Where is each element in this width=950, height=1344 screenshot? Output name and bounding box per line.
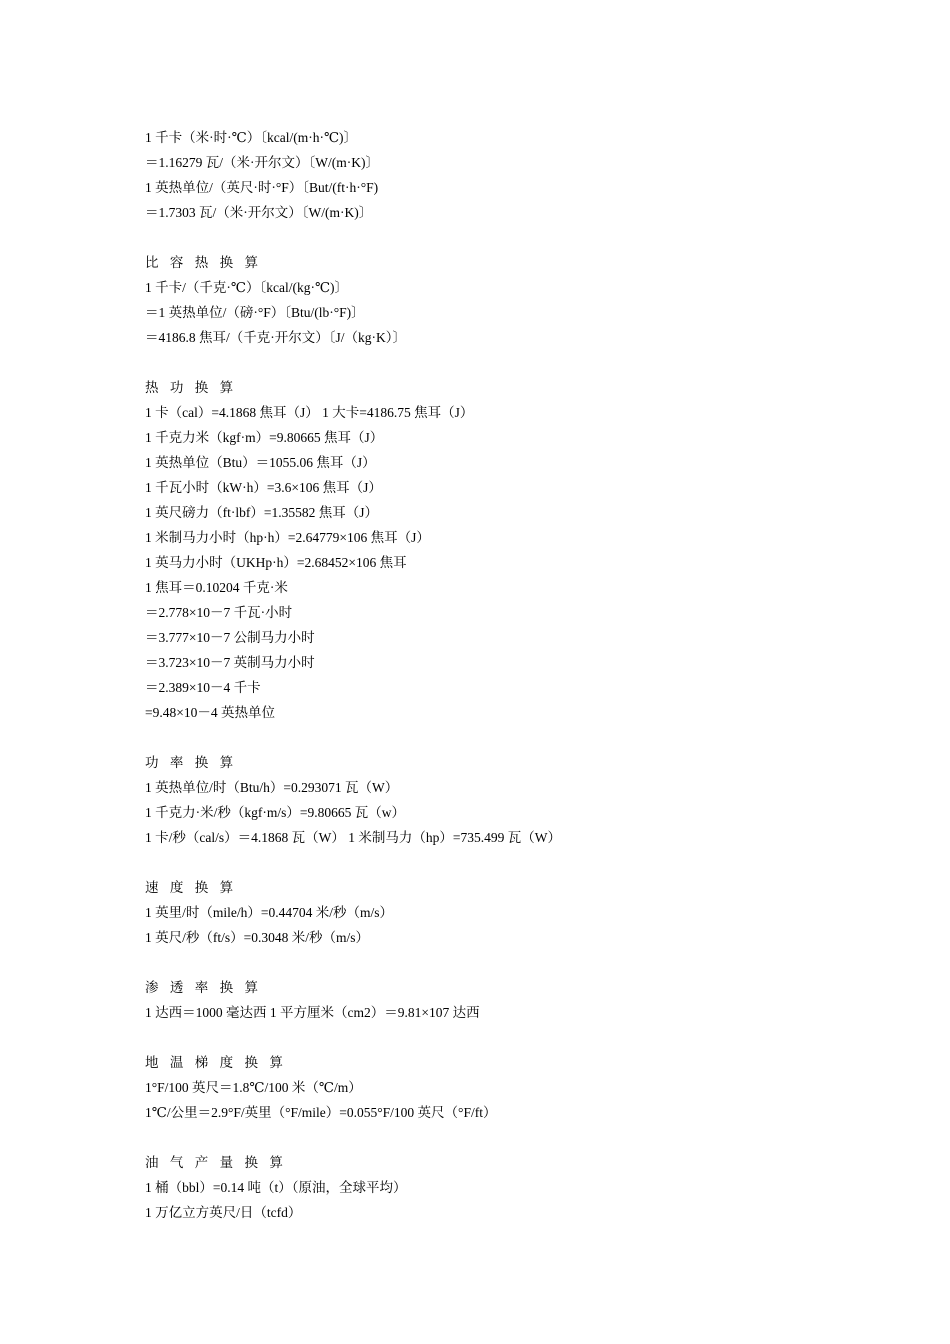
text-line: 1℃/公里＝2.9°F/英里（°F/mile）=0.055°F/100 英尺（°F/ft） xyxy=(145,1105,497,1120)
text-line: ＝4186.8 焦耳/（千克·开尔文）〔J/（kg·K）〕 xyxy=(145,330,406,345)
text-line: ＝1 英热单位/（磅·°F）〔Btu/(lb·°F)〕 xyxy=(145,305,365,320)
section-thermal-conductivity xyxy=(145,125,905,225)
text-line: 1 卡（cal）=4.1868 焦耳（J） 1 大卡=4186.75 焦耳（J） xyxy=(145,405,474,420)
section-gap xyxy=(145,725,905,750)
section-gap xyxy=(145,1125,905,1150)
text-line: 1 英尺磅力（ft·lbf）=1.35582 焦耳（J） xyxy=(145,505,378,520)
text-line: 1 千瓦小时（kW·h）=3.6×106 焦耳（J） xyxy=(145,480,382,495)
text-line: ＝2.778×10－7 千瓦·小时 xyxy=(145,605,293,620)
text-line: 1 英马力小时（UKHp·h）=2.68452×106 焦耳 xyxy=(145,555,407,570)
text-line: 1 英里/时（mile/h）=0.44704 米/秒（m/s） xyxy=(145,905,393,920)
text-line: 1 英热单位/时（Btu/h）=0.293071 瓦（W） xyxy=(145,780,399,795)
text-line: 1 英热单位/（英尺·时·°F）〔But/(ft·h·°F) xyxy=(145,180,379,195)
section-gap xyxy=(145,350,905,375)
text-line: 1 英热单位（Btu）＝1055.06 焦耳（J） xyxy=(145,455,376,470)
text-line: 1 千克力·米/秒（kgf·m/s）=9.80665 瓦（w） xyxy=(145,805,405,820)
section-geothermal-gradient xyxy=(145,1050,905,1125)
section-gap xyxy=(145,225,905,250)
text-line: 1 桶（bbl）=0.14 吨（t）（原油，全球平均） xyxy=(145,1180,407,1195)
section-heading: 油 气 产 量 换 算 xyxy=(145,1155,287,1170)
text-line: =9.48×10－4 英热单位 xyxy=(145,705,275,720)
section-heat-work xyxy=(145,375,905,725)
section-power xyxy=(145,750,905,850)
section-heading: 比 容 热 换 算 xyxy=(145,255,262,270)
section-gap xyxy=(145,950,905,975)
text-line: 1 卡/秒（cal/s）＝4.1868 瓦（W） 1 米制马力（hp）=735.499 瓦（W） xyxy=(145,830,561,845)
section-gap xyxy=(145,1025,905,1050)
text-line: 1 千克力米（kgf·m）=9.80665 焦耳（J） xyxy=(145,430,384,445)
section-specific-heat xyxy=(145,250,905,350)
section-speed xyxy=(145,875,905,950)
text-line: ＝3.777×10－7 公制马力小时 xyxy=(145,630,315,645)
text-line: ＝3.723×10－7 英制马力小时 xyxy=(145,655,315,670)
text-line: 1 米制马力小时（hp·h）=2.64779×106 焦耳（J） xyxy=(145,530,430,545)
section-gap xyxy=(145,850,905,875)
text-line: ＝2.389×10－4 千卡 xyxy=(145,680,261,695)
text-line: 1 千卡（米·时·℃）〔kcal/(m·h·℃)〕 xyxy=(145,130,358,145)
section-heading: 地 温 梯 度 换 算 xyxy=(145,1055,287,1070)
section-oil-gas-production xyxy=(145,1150,905,1225)
section-heading: 渗 透 率 换 算 xyxy=(145,980,262,995)
text-line: 1 达西＝1000 毫达西 1 平方厘米（cm2）＝9.81×107 达西 xyxy=(145,1005,480,1020)
section-heading: 热 功 换 算 xyxy=(145,380,238,395)
section-heading: 速 度 换 算 xyxy=(145,880,238,895)
text-line: 1°F/100 英尺＝1.8℃/100 米（℃/m） xyxy=(145,1080,362,1095)
text-line: ＝1.16279 瓦/（米·开尔文）〔W/(m·K)〕 xyxy=(145,155,379,170)
section-permeability xyxy=(145,975,905,1025)
text-line: 1 英尺/秒（ft/s）=0.3048 米/秒（m/s） xyxy=(145,930,369,945)
text-line: 1 千卡/（千克·℃）〔kcal/(kg·℃)〕 xyxy=(145,280,349,295)
document-page xyxy=(145,125,905,1225)
text-line: 1 万亿立方英尺/日（tcfd） xyxy=(145,1205,302,1220)
section-heading: 功 率 换 算 xyxy=(145,755,238,770)
text-line: 1 焦耳＝0.10204 千克·米 xyxy=(145,580,288,595)
text-line: ＝1.7303 瓦/（米·开尔文）〔W/(m·K)〕 xyxy=(145,205,373,220)
